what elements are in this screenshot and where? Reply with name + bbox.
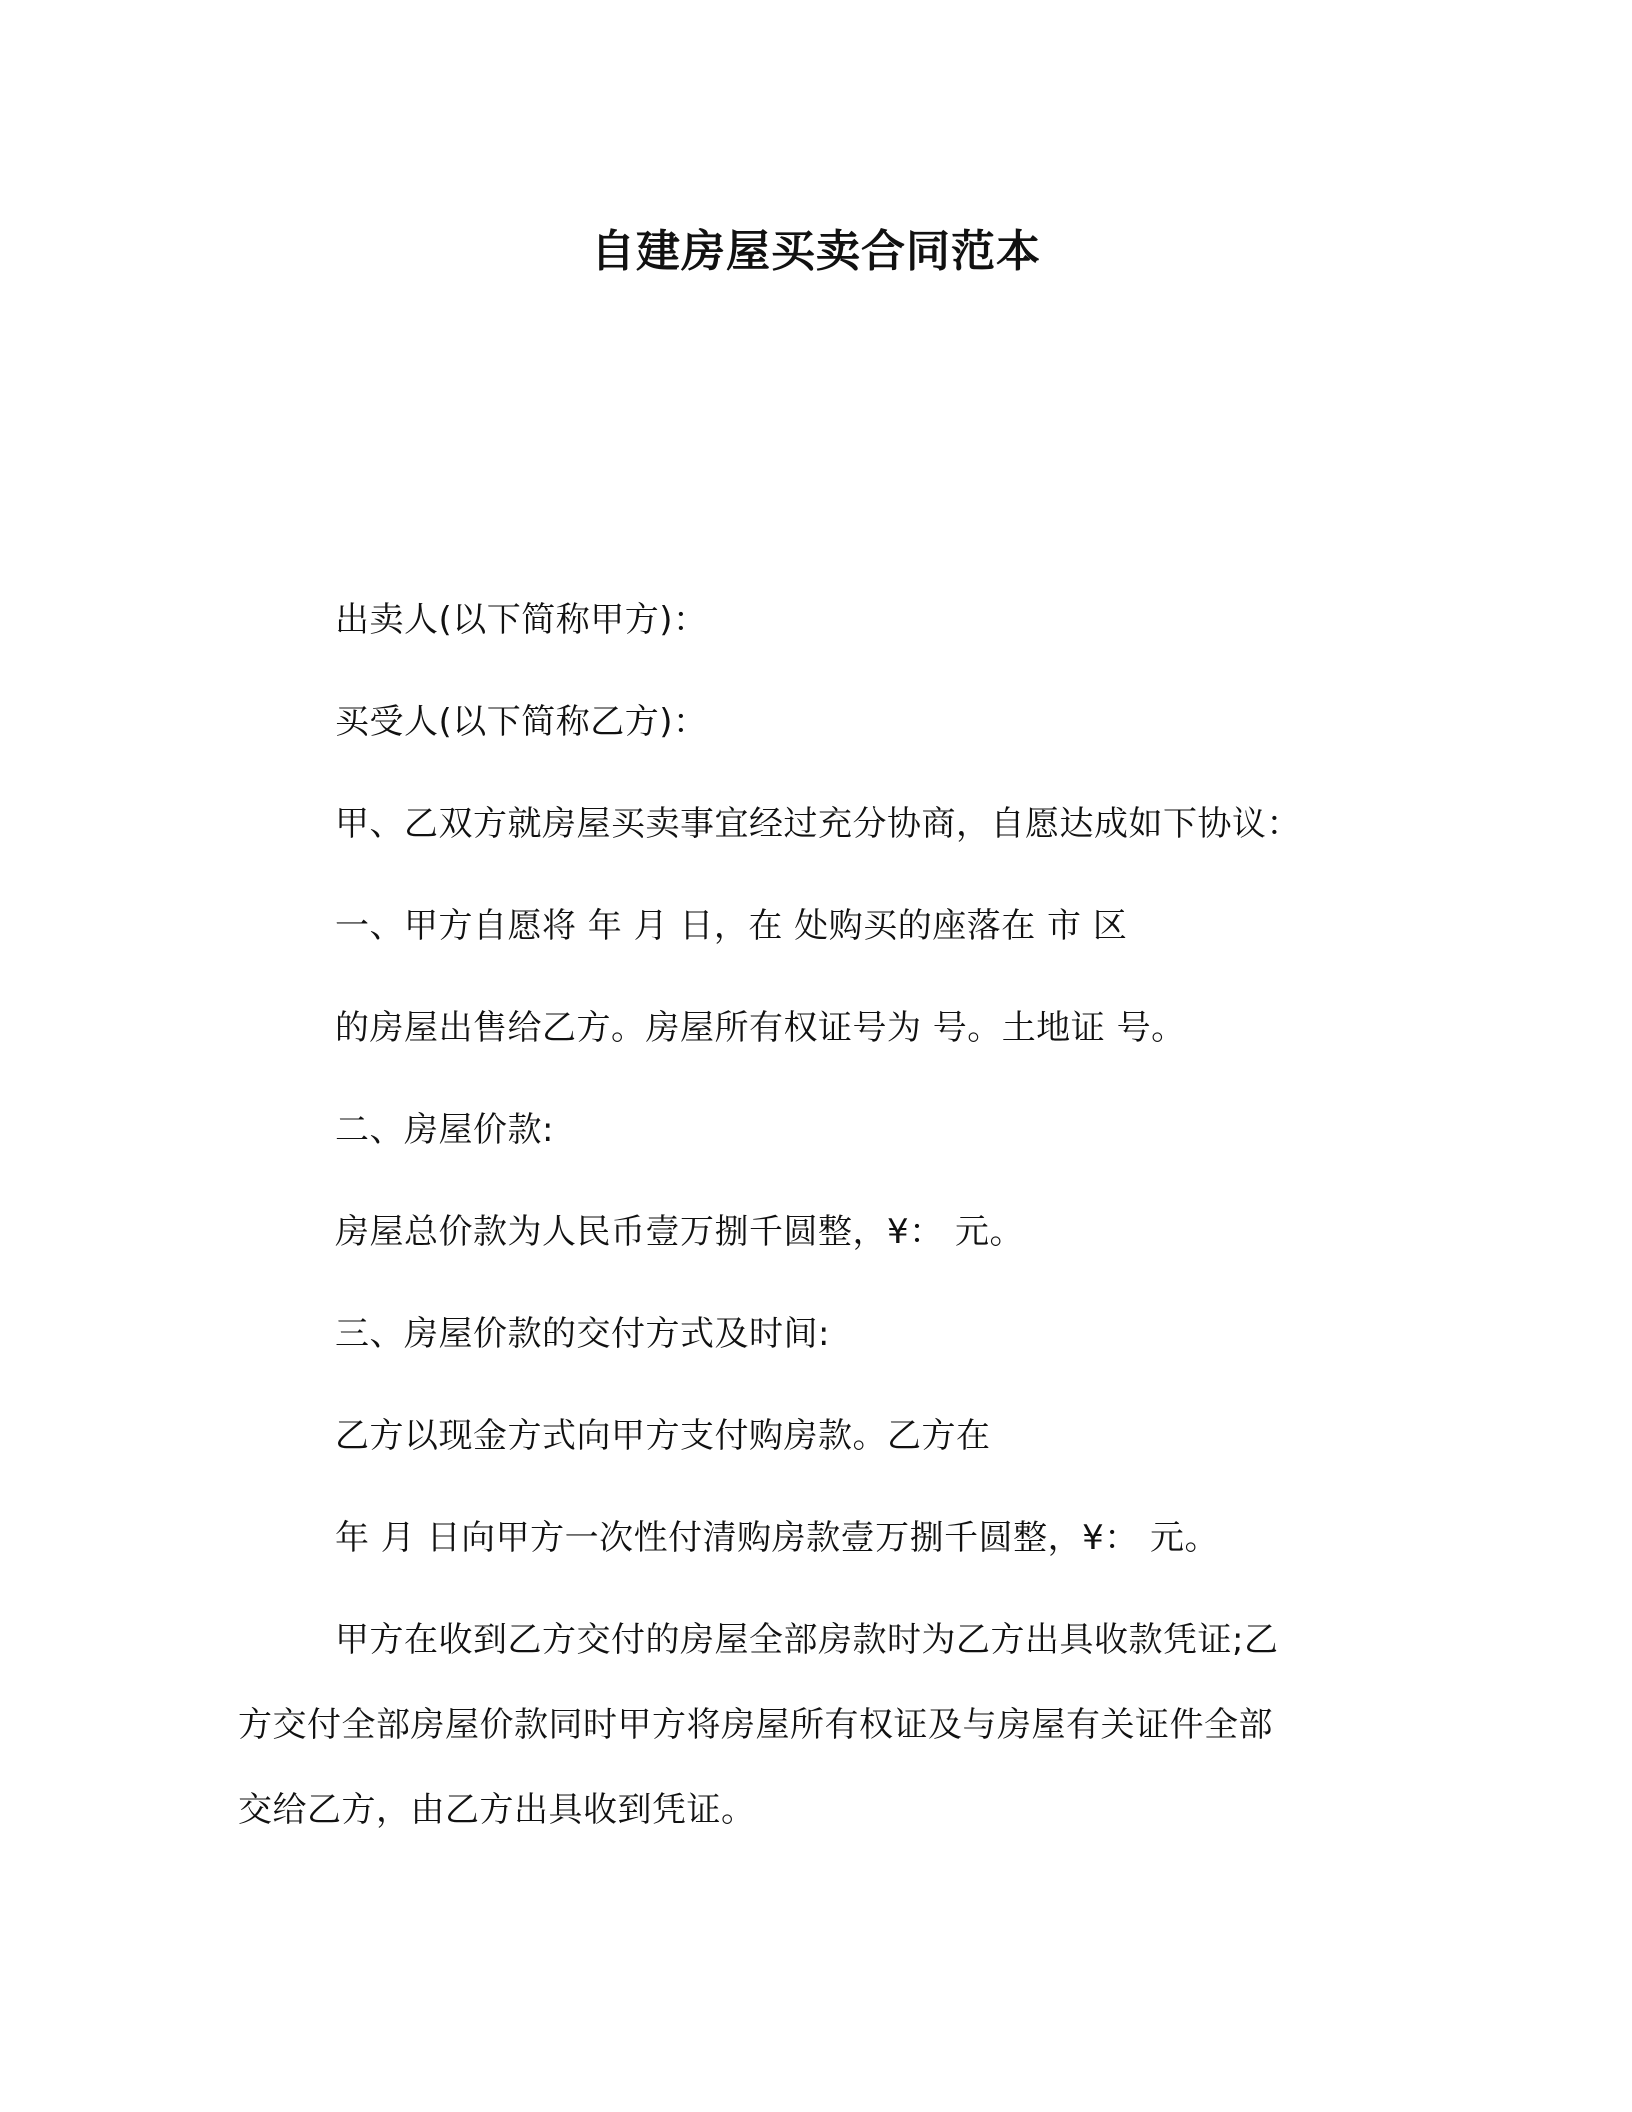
clause-3-para-line-3: 交给乙方，由乙方出具收到凭证。	[238, 1790, 756, 1830]
buyer-line: 买受人(以下简称乙方)：	[335, 702, 708, 742]
clause-2-text: 房屋总价款为人民币壹万捌千圆整，¥： 元。	[335, 1212, 1024, 1252]
agreement-intro: 甲、乙双方就房屋买卖事宜经过充分协商，自愿达成如下协议：	[335, 804, 1301, 844]
clause-2-heading: 二、房屋价款:	[335, 1110, 554, 1150]
clause-3-para-line-1: 甲方在收到乙方交付的房屋全部房款时为乙方出具收款凭证;乙	[335, 1620, 1279, 1660]
document-title: 自建房屋买卖合同范本	[591, 226, 1041, 277]
clause-3-para-line-2: 方交付全部房屋价款同时甲方将房屋所有权证及与房屋有关证件全部	[238, 1705, 1273, 1745]
clause-3-line-2: 年 月 日向甲方一次性付清购房款壹万捌千圆整，¥： 元。	[335, 1518, 1220, 1558]
clause-3-heading: 三、房屋价款的交付方式及时间:	[335, 1314, 830, 1354]
seller-line: 出卖人(以下简称甲方)：	[335, 600, 708, 640]
clause-1-line-2: 的房屋出售给乙方。房屋所有权证号为 号。土地证 号。	[335, 1008, 1186, 1048]
clause-3-line-1: 乙方以现金方式向甲方支付购房款。乙方在	[335, 1416, 991, 1456]
clause-1-line-1: 一、甲方自愿将 年 月 日，在 处购买的座落在 市 区	[335, 906, 1128, 946]
